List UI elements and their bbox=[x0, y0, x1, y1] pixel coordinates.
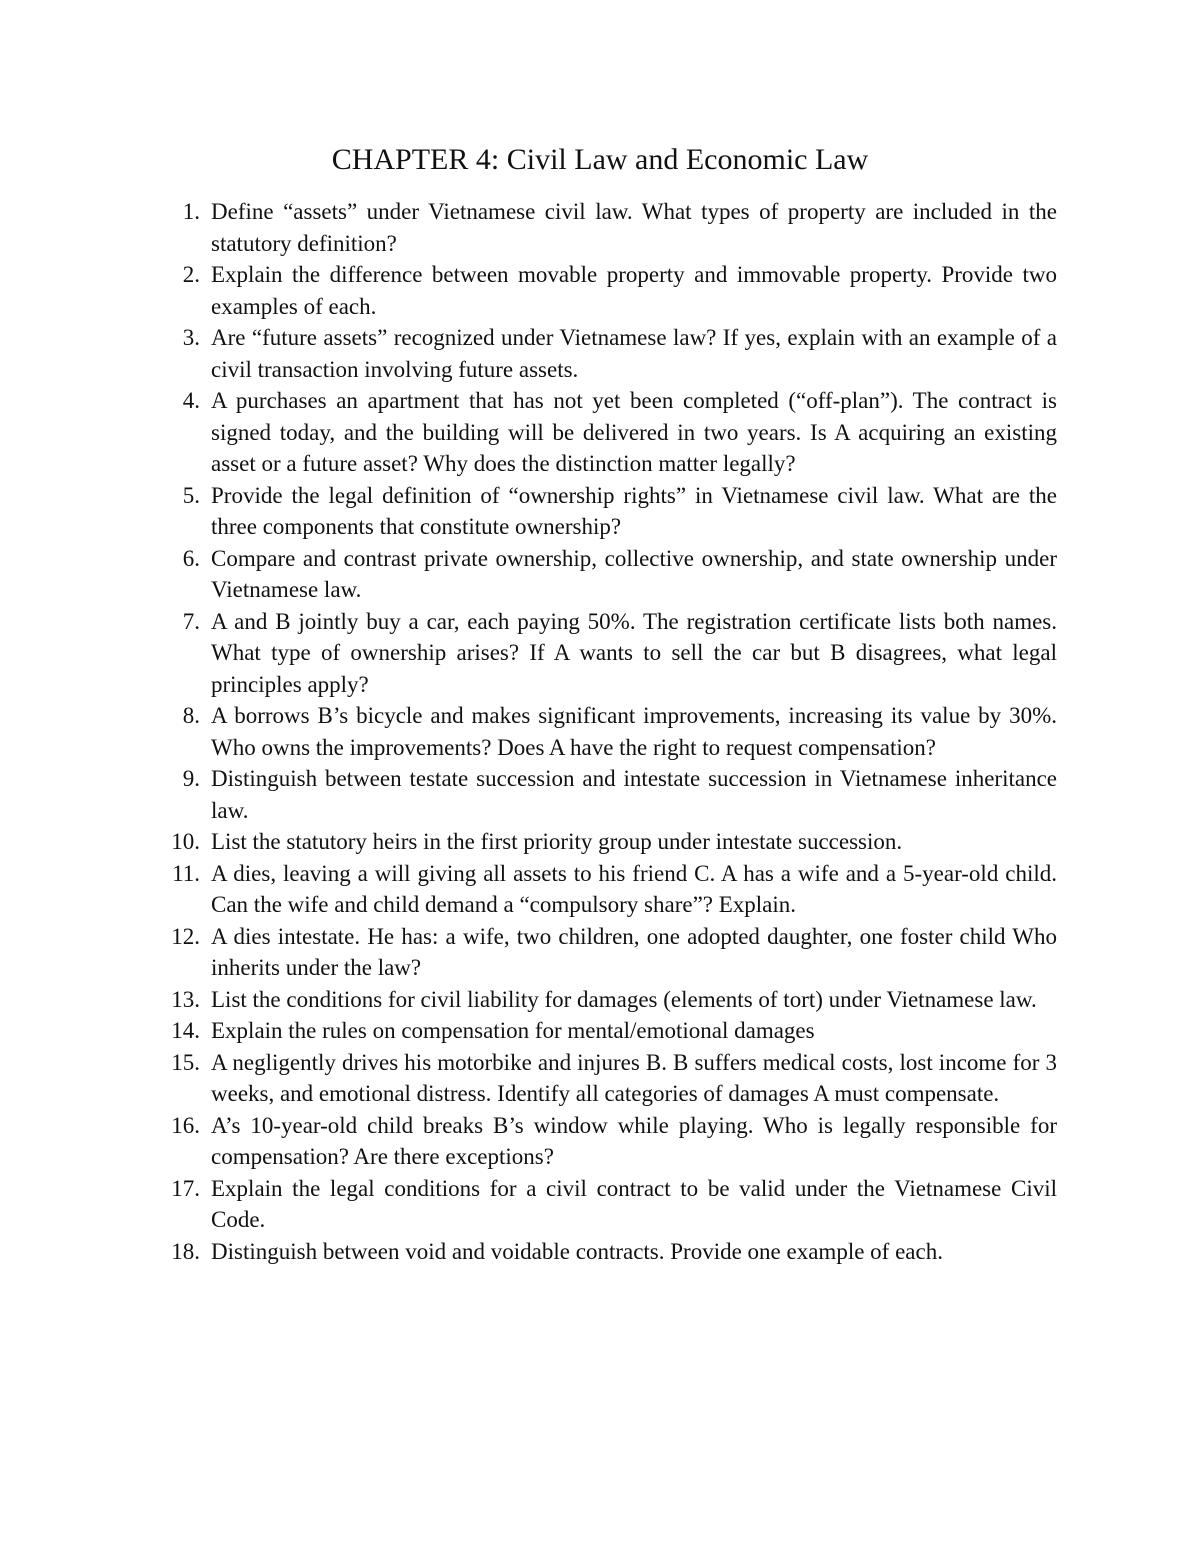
question-item bbox=[0, 921, 1200, 984]
question-text: List the conditions for civil liability for damages (elements of tort) under Vietnamese law. bbox=[211, 986, 1037, 1012]
question-number: 1. bbox=[182, 199, 200, 224]
question-text: A borrows B’s bicycle and makes significant improvements, increasing its value by 30%. Who owns the improvements? Does A have the right to request compensation? bbox=[211, 703, 1057, 760]
question-text: Provide the legal definition of “ownership rights” in Vietnamese civil law. What are the three components that constitute ownership? bbox=[211, 482, 1057, 539]
question-text: Explain the rules on compensation for mental/emotional damages bbox=[211, 1018, 815, 1043]
question-number: 17. bbox=[171, 1175, 200, 1201]
question-text: Distinguish between void and voidable contracts. Provide one example of each. bbox=[211, 1238, 943, 1264]
question-number: 2. bbox=[182, 262, 200, 287]
question-number: 7. bbox=[182, 608, 200, 634]
question-item bbox=[0, 1015, 1200, 1047]
question-text: Are “future assets” recognized under Vietnamese law? If yes, explain with an example of a civil transaction involving future assets. bbox=[211, 325, 1057, 382]
question-item bbox=[0, 700, 1200, 763]
question-item bbox=[0, 984, 1200, 1016]
question-number: 8. bbox=[182, 703, 200, 728]
question-item bbox=[0, 543, 1200, 606]
question-text: Explain the difference between movable property and immovable property. Provide two examples of each. bbox=[211, 262, 1057, 319]
question-text: A’s 10-year-old child breaks B’s window while playing. Who is legally responsible for compensation? Are there exceptions? bbox=[211, 1112, 1057, 1169]
question-item bbox=[0, 606, 1200, 701]
question-item bbox=[0, 1236, 1200, 1268]
question-number: 5. bbox=[182, 482, 200, 508]
question-number: 16. bbox=[171, 1112, 200, 1138]
question-number: 3. bbox=[182, 325, 200, 350]
question-text: A negligently drives his motorbike and injures B. B suffers medical costs, lost income for 3 weeks, and emotional distress. Identify all categories of damages A must compensate. bbox=[211, 1049, 1057, 1106]
question-item bbox=[0, 1110, 1200, 1173]
question-number: 9. bbox=[182, 766, 200, 791]
question-text: List the statutory heirs in the first priority group under intestate succession. bbox=[211, 829, 903, 854]
question-number: 11. bbox=[172, 860, 200, 886]
question-item bbox=[0, 858, 1200, 921]
question-item bbox=[0, 1173, 1200, 1236]
question-item bbox=[0, 322, 1200, 385]
question-item bbox=[0, 196, 1200, 259]
question-item bbox=[0, 1047, 1200, 1110]
question-number: 13. bbox=[171, 986, 200, 1012]
question-item bbox=[0, 259, 1200, 322]
page-title: CHAPTER 4: Civil Law and Economic Law bbox=[331, 143, 869, 176]
question-item bbox=[0, 763, 1200, 826]
question-number: 14. bbox=[171, 1018, 200, 1043]
question-text: A dies, leaving a will giving all assets to his friend C. A has a wife and a 5-year-old child. Can the wife and child demand a “compulsory share”? Explain. bbox=[211, 860, 1057, 917]
question-item bbox=[0, 480, 1200, 543]
question-text: Define “assets” under Vietnamese civil law. What types of property are included in the statutory definition? bbox=[211, 199, 1057, 256]
question-number: 6. bbox=[182, 545, 200, 571]
question-number: 12. bbox=[171, 923, 200, 949]
question-text: A purchases an apartment that has not yet been completed (“off-plan”). The contract is signed today, and the building will be delivered in two years. Is A acquiring an existing asset or a future asset? Why does the distinction matter legally? bbox=[211, 388, 1057, 476]
question-number: 15. bbox=[171, 1049, 200, 1075]
question-item bbox=[0, 826, 1200, 858]
question-number: 10. bbox=[171, 829, 200, 854]
question-item bbox=[0, 385, 1200, 480]
question-text: Distinguish between testate succession and intestate succession in Vietnamese inheritance law. bbox=[211, 766, 1057, 823]
question-text: Explain the legal conditions for a civil contract to be valid under the Vietnamese Civil Code. bbox=[211, 1175, 1057, 1232]
question-text: A and B jointly buy a car, each paying 50%. The registration certificate lists both names. What type of ownership arises? If A wants to sell the car but B disagrees, what legal principles apply? bbox=[211, 608, 1057, 697]
question-list bbox=[0, 196, 1200, 1267]
question-number: 18. bbox=[171, 1238, 200, 1264]
question-text: A dies intestate. He has: a wife, two children, one adopted daughter, one foster child Who inherits under the law? bbox=[211, 923, 1057, 980]
question-number: 4. bbox=[182, 388, 200, 413]
question-text: Compare and contrast private ownership, collective ownership, and state ownership under Vietnamese law. bbox=[211, 545, 1057, 602]
